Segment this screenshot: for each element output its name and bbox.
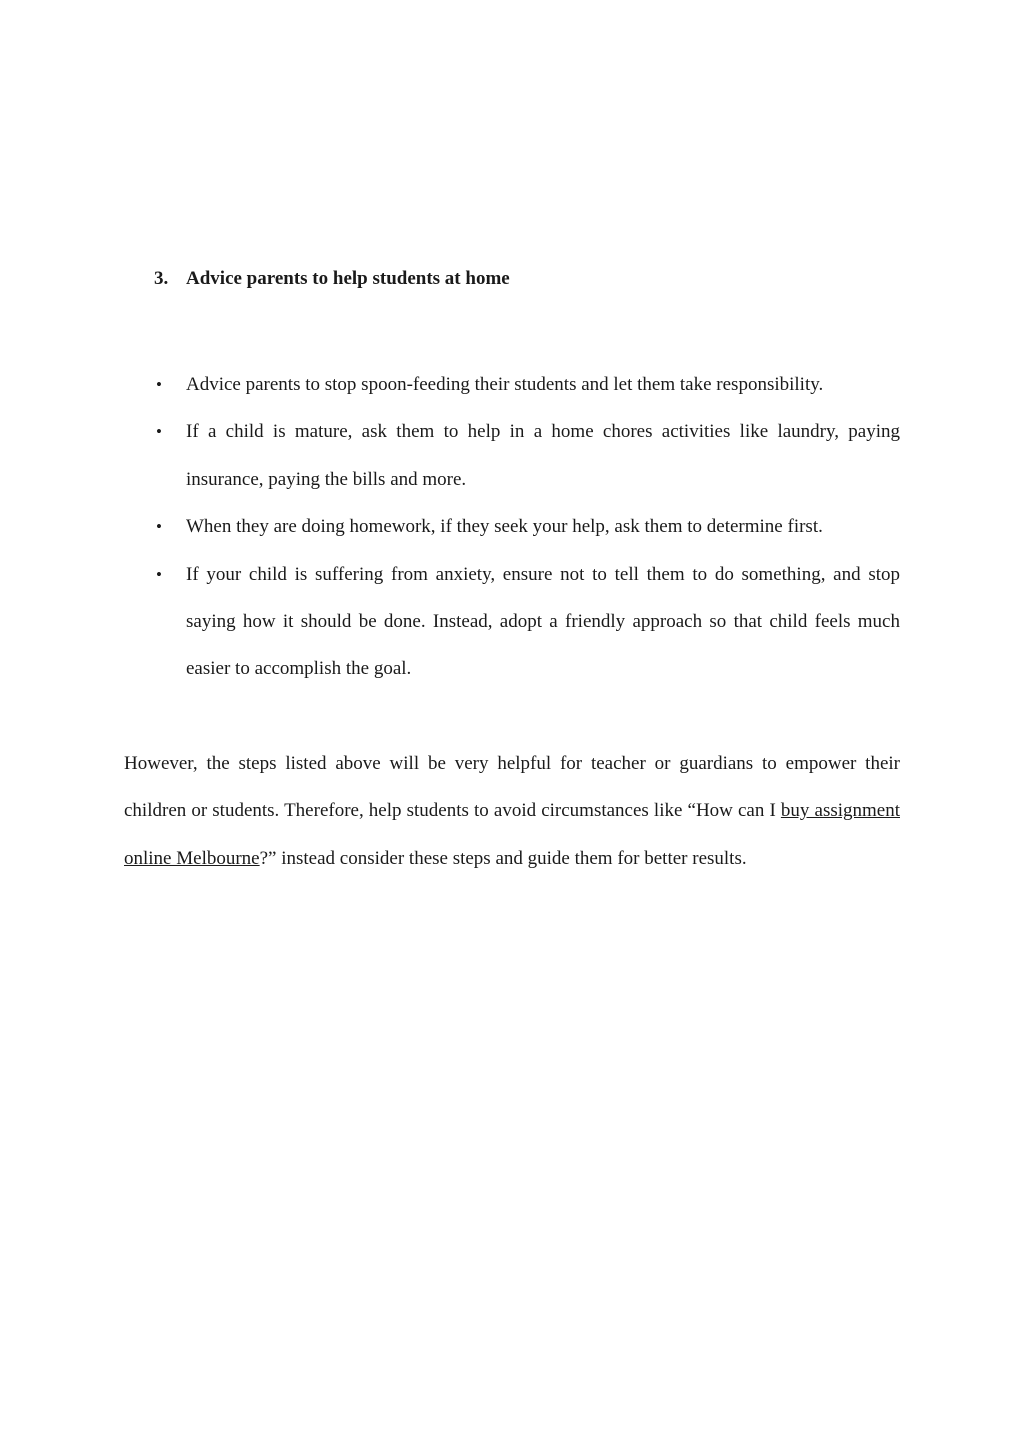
list-item [156, 503, 900, 550]
bullet-icon: • [156, 517, 162, 537]
bullet-icon: • [156, 564, 162, 584]
bullet-icon: • [156, 422, 162, 442]
list-item-text: When they are doing homework, if they seek your help, ask them to determine first. [186, 516, 823, 538]
list-item-text: Advice parents to stop spoon-feeding their students and let them take responsibility. [186, 374, 824, 395]
buy-assignment-link[interactable]: buy assignment online Melbourne [124, 800, 900, 869]
list-item-text: If a child is mature, ask them to help in a home chores activities like laundry, paying insurance, paying the bills and more. [186, 421, 900, 490]
conclusion-paragraph [124, 740, 900, 882]
conclusion-text-before: However, the steps listed above will be very helpful for teacher or guardians to empower their children or students. Therefore, help students to avoid circumstances like “How can I [124, 753, 900, 822]
list-item [156, 408, 900, 503]
conclusion-text-after: ?” instead consider these steps and guide them for better results. [259, 847, 747, 869]
section-title: Advice parents to help students at home [186, 268, 510, 289]
bullet-icon: • [156, 375, 162, 394]
advice-list [156, 361, 900, 693]
list-item [156, 551, 900, 693]
list-item [156, 361, 900, 408]
list-item-text: If your child is suffering from anxiety, ensure not to tell them to do something, and stop saying how it should be done. Instead, adopt a friendly approach so that child feels much easier to accomplish the goal. [186, 563, 900, 680]
section-number: 3. [154, 268, 169, 289]
section-heading [154, 266, 510, 292]
